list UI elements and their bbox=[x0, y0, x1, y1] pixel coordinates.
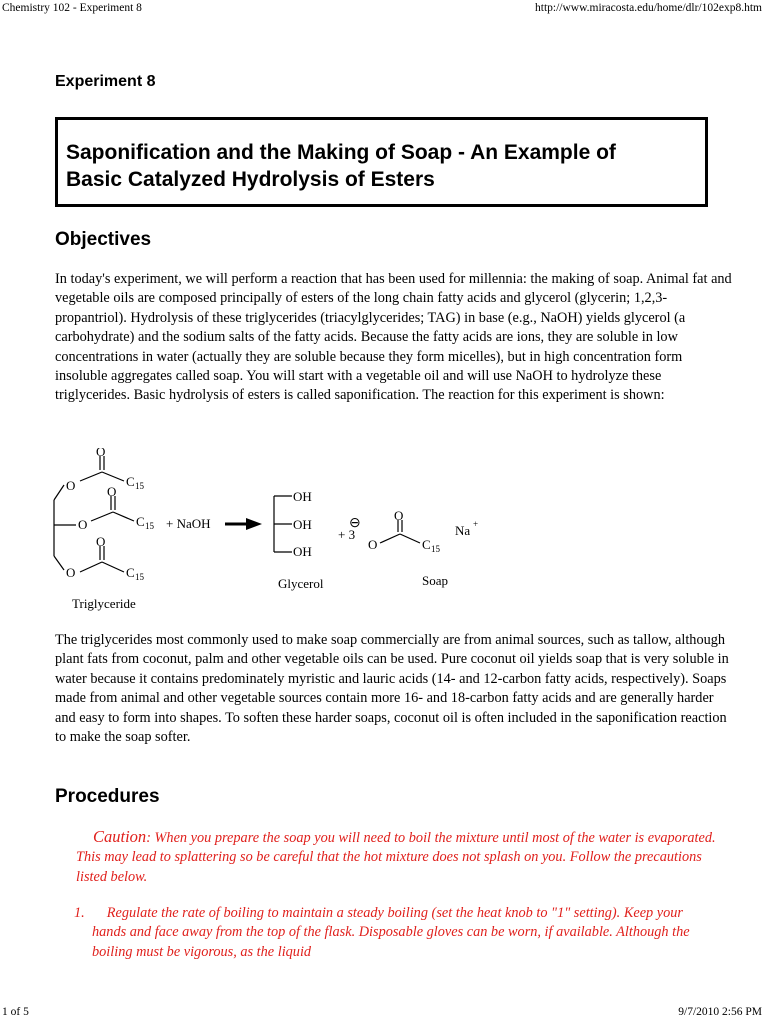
print-footer-page: 1 of 5 bbox=[2, 1006, 29, 1018]
procedure-step-1 bbox=[74, 904, 712, 962]
glycerol-oh-2: OH bbox=[293, 517, 312, 532]
saponification-reaction-diagram bbox=[40, 448, 540, 618]
soap-chain bbox=[422, 537, 441, 554]
triglyceride-chain-3 bbox=[126, 565, 145, 582]
title-line-1: Saponification and the Making of Soap - An Example of bbox=[66, 141, 616, 164]
print-header-url: http://www.miracosta.edu/home/dlr/102exp8.htm bbox=[535, 2, 762, 14]
svg-text:C: C bbox=[422, 537, 431, 552]
triglyceride-structure bbox=[54, 456, 134, 572]
reagent-naoh: + NaOH bbox=[166, 516, 211, 531]
objectives-heading: Objectives bbox=[55, 229, 152, 250]
label-soap: Soap bbox=[422, 573, 448, 588]
triglyceride-chain-1 bbox=[126, 474, 145, 491]
svg-text:15: 15 bbox=[135, 481, 144, 491]
label-glycerol: Glycerol bbox=[278, 576, 324, 591]
label-triglyceride: Triglyceride bbox=[72, 596, 136, 611]
svg-text:15: 15 bbox=[431, 544, 440, 554]
caution-word: Caution bbox=[93, 827, 147, 846]
soap-carbonyl-oxygen: O bbox=[394, 508, 404, 523]
glycerol-oh-3: OH bbox=[293, 544, 312, 559]
svg-text:O: O bbox=[78, 517, 88, 532]
svg-text:C: C bbox=[126, 474, 135, 489]
svg-text:C: C bbox=[126, 565, 135, 580]
soap-oxygen: O bbox=[368, 537, 378, 552]
objectives-paragraph: In today's experiment, we will perform a reaction that has been used for millennia: the making of soap. Animal fat and vegetable oils are composed principally of esters of the long chain fatty acids and glycerol (glycerin; 1,2,3-propantriol). Hydrolysis of these triglycerides (triacylglycerides; TAG) in base (e.g., NaOH) yields glycerol (a carbohydrate) and the sodium salts of the fatty acids. Because the fatty acids are ions, they are soluble in low concentrations in water (actually they are soluble because they form micelles), but in high concentration form insoluble aggregates called soap. You will start with a vegetable oil and will use NaOH to hydrolyze these triglycerides. Basic hydrolysis of esters is called saponification. The reaction for this experiment is shown: bbox=[55, 271, 732, 404]
step-1-text: Regulate the rate of boiling to maintain a steady boiling (set the heat knob to "1" setting). Keep your hands and face away from the top of the flask. Disposable gloves can be worn, if available. Although the boiling must be vigorous, as the liquid bbox=[92, 905, 690, 960]
procedures-heading: Procedures bbox=[55, 786, 160, 807]
reaction-arrow bbox=[225, 518, 262, 530]
soap-structure bbox=[380, 520, 420, 543]
svg-text:O: O bbox=[66, 478, 76, 493]
sodium-charge: + bbox=[473, 519, 479, 529]
triglyceride-chain-2 bbox=[136, 514, 155, 531]
sodium-ion: Na bbox=[455, 523, 471, 538]
page-title bbox=[66, 139, 616, 193]
caution-paragraph bbox=[76, 827, 716, 887]
svg-text:15: 15 bbox=[135, 572, 144, 582]
carboxylate-charge: ⊖ bbox=[349, 516, 361, 531]
glycerol-oh-1: OH bbox=[293, 489, 312, 504]
svg-text:15: 15 bbox=[145, 521, 154, 531]
svg-text:O: O bbox=[96, 448, 106, 459]
svg-text:C: C bbox=[136, 514, 145, 529]
title-line-2: Basic Catalyzed Hydrolysis of Esters bbox=[66, 168, 435, 191]
experiment-label: Experiment 8 bbox=[55, 73, 156, 90]
coefficient-three: + 3 bbox=[338, 527, 356, 542]
sources-paragraph: The triglycerides most commonly used to make soap commercially are from animal sources, such as tallow, although plant fats from coconut, palm and other vegetable oils can be used. Pure coconut oil yields soap that is very soluble in water because it contains predominately myristic and lauric acids (14- and 12-carbon fatty acids, respectively). Soaps made from animal and other vegetable sources contain more 16- and 18-carbon fatty acids and are generally harder and easy to form into shapes. To soften these harder soaps, coconut oil is often included in the saponification reaction to make the soap softer. bbox=[55, 632, 729, 746]
svg-text:O: O bbox=[107, 484, 117, 499]
svg-text:O: O bbox=[96, 534, 106, 549]
glycerol-structure bbox=[274, 496, 292, 552]
print-header-title: Chemistry 102 - Experiment 8 bbox=[2, 2, 142, 14]
caution-text: : When you prepare the soap you will need to boil the mixture until most of the water is evaporated. This may lead to splattering so be careful that the hot mixture does not splash on you. Follow the precautions listed below. bbox=[76, 830, 716, 885]
print-footer-datetime: 9/7/2010 2:56 PM bbox=[678, 1006, 762, 1018]
step-1-number: 1. bbox=[74, 905, 85, 921]
title-box bbox=[55, 117, 708, 207]
svg-text:O: O bbox=[66, 565, 76, 580]
